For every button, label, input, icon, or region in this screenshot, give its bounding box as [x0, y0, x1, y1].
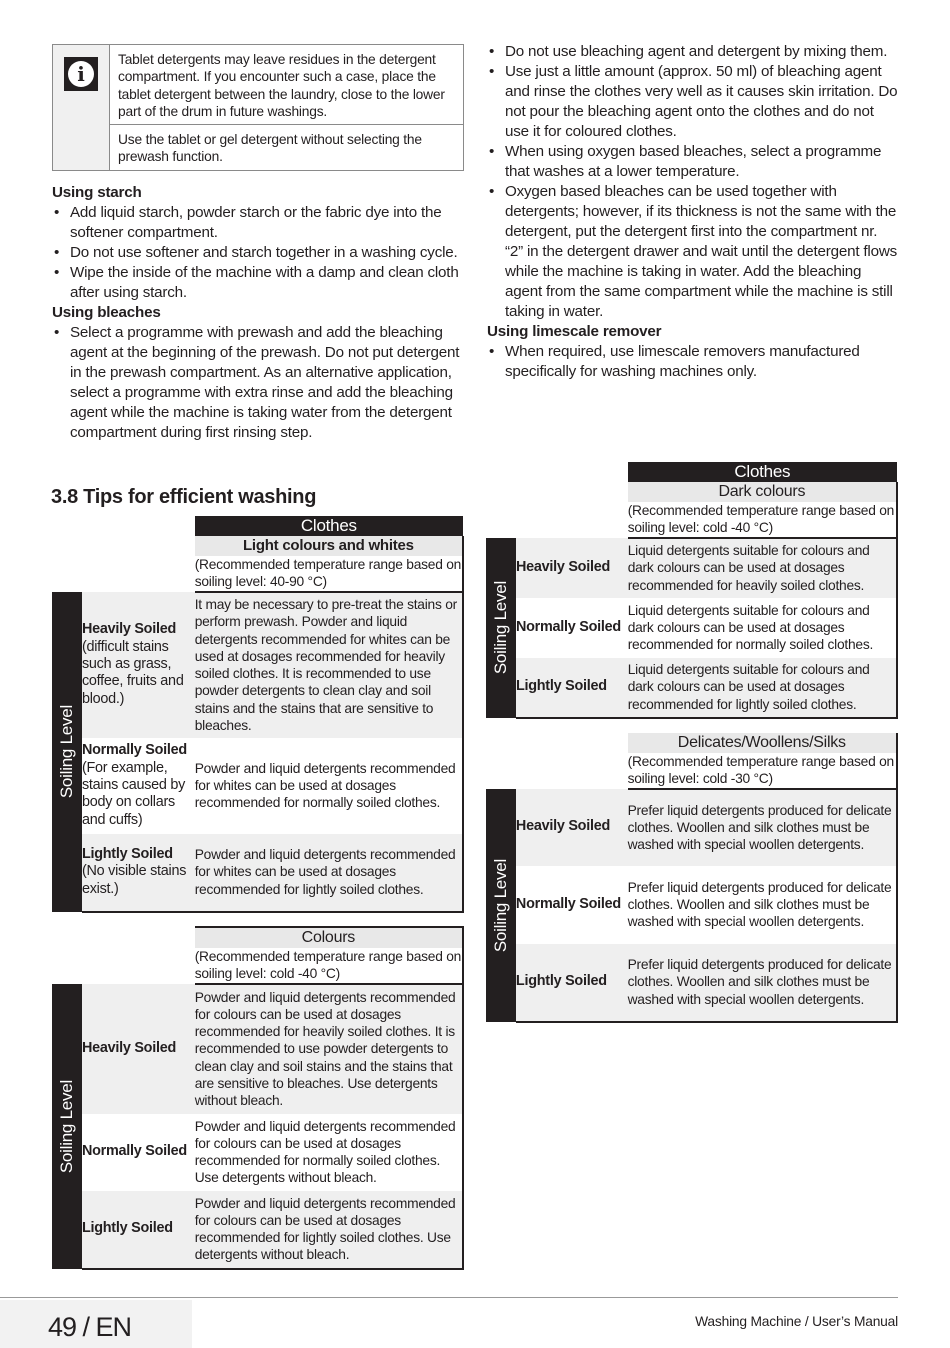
soiling-level-sidebar [52, 592, 82, 912]
list-item: • Oxygen based bleaches can be used together with detergents; however, if its thickness is not the same with the detergent, put the detergent first into the compartment nr. “2” in the detergent drawer and wait until the detergent flows while the machine is taking in water. Add the bleaching agent from the same compartment while the machine is still taking in water. [487, 182, 899, 322]
list-item: • Add liquid starch, powder starch or the fabric dye into the softener compartment. [52, 203, 464, 243]
soil-level-name: Lightly Soiled [515, 973, 607, 990]
info-note-box [52, 44, 464, 171]
soil-level-name: Heavily Soiled [515, 818, 611, 835]
soil-level-name: Normally Soiled [515, 895, 621, 912]
soil-level-cell [82, 592, 195, 738]
soil-level-name: Heavily Soiled [515, 558, 611, 575]
soil-level-cell [82, 738, 195, 834]
info-note: Use the tablet or gel detergent without selecting the prewash function. [110, 124, 463, 170]
delicates-table [486, 733, 898, 1023]
limescale-list [487, 342, 899, 382]
manual-name: Washing Machine / User’s Manual [695, 1314, 898, 1329]
soil-level-cell [516, 866, 628, 944]
soiling-level-sidebar [52, 984, 82, 1269]
table-header-clothes: Clothes [628, 462, 897, 482]
info-notes [109, 45, 463, 170]
soil-level-detail: (difficult stains such as grass, coffee, fruits and blood.) [81, 638, 184, 707]
soiling-level-label: Soiling Level [491, 858, 511, 952]
soil-level-name: Normally Soiled [81, 1143, 187, 1160]
soil-level-name: Heavily Soiled [81, 1039, 177, 1056]
section-title: 3.8 Tips for efficient washing [51, 486, 317, 508]
bleaches-heading: Using bleaches [52, 303, 161, 321]
soil-level-cell [516, 944, 628, 1022]
list-item: • When using oxygen based bleaches, select a programme that washes at a lower temperature. [487, 142, 899, 182]
temperature-range: (Recommended temperature range based on soiling level: cold -30 °C) [628, 753, 897, 789]
bleaches-list [52, 323, 464, 443]
list-item: • Wipe the inside of the machine with a damp and clean cloth after using starch. [52, 263, 464, 303]
soil-level-cell [516, 658, 628, 718]
category-colours: Colours [195, 927, 463, 948]
footer-divider [0, 1297, 898, 1298]
starch-heading: Using starch [52, 183, 142, 201]
recommendation-text: Powder and liquid detergents recommended for whites can be used at dosages recommended for normally soiled clothes. [195, 738, 463, 834]
light-colours-table [52, 516, 464, 913]
recommendation-text: Prefer liquid detergents produced for delicate clothes. Woollen and silk clothes must be washed with special woollen detergents. [628, 789, 897, 866]
soil-level-detail: (No visible stains exist.) [81, 863, 187, 897]
recommendation-text: Powder and liquid detergents recommended for colours can be used at dosages recommended for heavily soiled clothes. It is recommended to use powder detergents to clean clay and soil stains and the stains that are sensitive to bleaches. Use detergents without bleach. [195, 984, 463, 1114]
soil-level-cell [516, 538, 628, 598]
soil-level-cell [516, 789, 628, 866]
table-header-clothes: Clothes [195, 516, 463, 536]
soil-level-cell [82, 834, 195, 912]
dark-colours-table [486, 462, 898, 719]
recommendation-text: Powder and liquid detergents recommended for whites can be used at dosages recommended for lightly soiled clothes. [195, 834, 463, 912]
page-number: 49 / EN [48, 1312, 132, 1342]
soiling-level-sidebar [486, 789, 516, 1022]
recommendation-text: It may be necessary to pre-treat the stains or perform prewash. Powder and liquid detergents recommended for whites can be used at dosages recommended for heavily soiled clothes. It is recommended to use powder detergents to clean clay and soil stains and the stains that are sensitive to bleaches. [195, 592, 463, 738]
recommendation-text: Powder and liquid detergents recommended for colours can be used at dosages recommended for lightly soiled clothes. Use detergents without bleach. [195, 1191, 463, 1269]
starch-list [52, 203, 464, 303]
soil-level-name: Lightly Soiled [81, 846, 173, 863]
list-item: • Select a programme with prewash and add the bleaching agent at the beginning of the prewash. Do not put detergent in the prewash compartment. As an alternative application, select a programme with extra rinse and add the bleaching agent while the machine is taking water from the detergent compartment during first rinsing step. [52, 323, 464, 443]
soil-level-name: Heavily Soiled [81, 621, 177, 638]
recommendation-text: Liquid detergents suitable for colours and dark colours can be used at dosages recommended for normally soiled clothes. [628, 598, 897, 658]
soil-level-cell [82, 1114, 195, 1191]
list-item: • Use just a little amount (approx. 50 ml) of bleaching agent and rinse the clothes very well as it causes skin irritation. Do not pour the bleaching agent onto the clothes and do not use it for coloured clothes. [487, 62, 899, 142]
temperature-range: (Recommended temperature range based on soiling level: 40-90 °C) [195, 556, 463, 592]
soil-level-cell [82, 1191, 195, 1269]
info-icon: i [64, 57, 98, 91]
list-item: • Do not use bleaching agent and detergent by mixing them. [487, 42, 899, 62]
recommendation-text: Liquid detergents suitable for colours and dark colours can be used at dosages recommended for lightly soiled clothes. [628, 658, 897, 718]
list-item: • Do not use softener and starch together in a washing cycle. [52, 243, 464, 263]
soiling-level-label: Soiling Level [491, 581, 511, 675]
left-column [52, 44, 464, 443]
soiling-level-sidebar [486, 538, 516, 718]
bleach-tips-list [487, 42, 899, 322]
recommendation-text: Prefer liquid detergents produced for delicate clothes. Woollen and silk clothes must be washed with special woollen detergents. [628, 866, 897, 944]
info-icon-cell [53, 45, 109, 170]
soil-level-name: Normally Soiled [515, 618, 621, 635]
soil-level-cell [82, 984, 195, 1114]
soiling-level-label: Soiling Level [57, 705, 77, 799]
soil-level-cell [516, 598, 628, 658]
soil-level-name: Lightly Soiled [81, 1220, 173, 1237]
category-delicates: Delicates/Woollens/Silks [628, 733, 897, 753]
category-light-colours: Light colours and whites [195, 536, 463, 556]
temperature-range: (Recommended temperature range based on soiling level: cold -40 °C) [628, 502, 897, 538]
recommendation-text: Prefer liquid detergents produced for delicate clothes. Woollen and silk clothes must be washed with special woollen detergents. [628, 944, 897, 1022]
soil-level-detail: (For example, stains caused by body on collars and cuffs) [81, 759, 186, 828]
soil-level-name: Normally Soiled [81, 742, 187, 759]
list-item: • When required, use limescale removers manufactured specifically for washing machines only. [487, 342, 899, 382]
temperature-range: (Recommended temperature range based on soiling level: cold -40 °C) [195, 948, 463, 984]
limescale-heading: Using limescale remover [487, 323, 662, 340]
recommendation-text: Powder and liquid detergents recommended for colours can be used at dosages recommended for normally soiled clothes. Use detergents without bleach. [195, 1114, 463, 1191]
colours-table [52, 926, 464, 1270]
recommendation-text: Liquid detergents suitable for colours and dark colours can be used at dosages recommended for heavily soiled clothes. [628, 538, 897, 598]
soiling-level-label: Soiling Level [57, 1079, 77, 1173]
info-note: Tablet detergents may leave residues in the detergent compartment. If you encounter such a case, place the tablet detergent between the laundry, close to the lower part of the drum in future washings. [118, 52, 445, 119]
right-column [487, 42, 899, 382]
soil-level-name: Lightly Soiled [515, 678, 607, 695]
category-dark-colours: Dark colours [628, 482, 897, 502]
